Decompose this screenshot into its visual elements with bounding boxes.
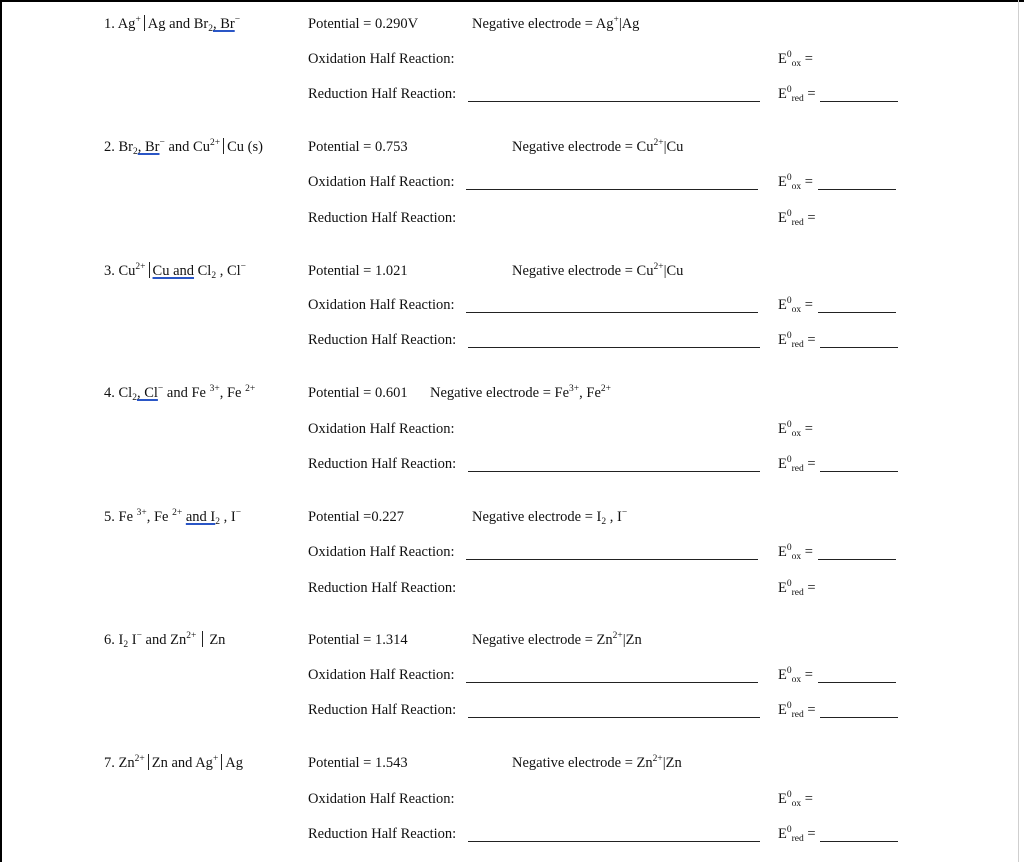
negative-electrode: Negative electrode = $Cu^{2+}|Cu$ — [512, 138, 684, 155]
e-red-label: $E^0_{red}$ = — [778, 825, 816, 844]
problem-number: 6. — [104, 632, 115, 648]
reduction-half-reaction-label: Reduction Half Reaction: — [308, 826, 457, 842]
problem-number: 5. — [104, 509, 115, 525]
e-red-answer-line[interactable] — [820, 471, 898, 472]
potential: Potential = 1.543 — [308, 755, 408, 771]
oxidation-answer-line[interactable] — [466, 559, 758, 560]
problem-number: 2. — [104, 139, 115, 155]
reduction-half-reaction-label: Reduction Half Reaction: — [308, 702, 457, 718]
oxidation-half-reaction-label: Oxidation Half Reaction: — [308, 791, 455, 807]
e-red-label: $E^0_{red}$ = — [778, 331, 816, 350]
e-red-label: $E^0_{red}$ = — [778, 579, 816, 598]
e-red-label: $E^0_{red}$ = — [778, 455, 816, 474]
problem-number: 3. — [104, 263, 115, 279]
negative-electrode: Negative electrode = $Zn^{2+}|Zn$ — [512, 754, 682, 771]
problem-cell: 3. $Cu^{2+}$ Cu and $Cl_2$ , Cl− — [104, 262, 247, 281]
problem-number: 4. — [104, 385, 115, 401]
problem-cell: 4. $Cl_2$, Cl− and Fe $^{3+}$, Fe $^{2+}$ — [104, 384, 256, 403]
reduction-half-reaction-label: Reduction Half Reaction: — [308, 580, 457, 596]
reduction-answer-line[interactable] — [468, 101, 760, 102]
e-red-label: $E^0_{red}$ = — [778, 85, 816, 104]
problem-cell: 5. Fe $^{3+}$, Fe $^{2+}$ and $I_2$ , I− — [104, 508, 242, 527]
page-border-left — [0, 0, 2, 862]
problem-cell: 1. Ag+ Ag and $Br_2$, Br− — [104, 15, 241, 34]
oxidation-half-reaction-label: Oxidation Half Reaction: — [308, 544, 455, 560]
oxidation-half-reaction-label: Oxidation Half Reaction: — [308, 297, 455, 313]
reduction-answer-line[interactable] — [468, 717, 760, 718]
oxidation-answer-line[interactable] — [466, 682, 758, 683]
reduction-answer-line[interactable] — [468, 347, 760, 348]
phase-boundary — [148, 754, 149, 770]
e-red-label: $E^0_{red}$ = — [778, 701, 816, 720]
negative-electrode: Negative electrode = $I_2$ , I− — [472, 508, 628, 527]
oxidation-answer-line[interactable] — [466, 312, 758, 313]
e-red-answer-line[interactable] — [820, 347, 898, 348]
potential: Potential = 0.601 — [308, 385, 408, 401]
reduction-half-reaction-label: Reduction Half Reaction: — [308, 332, 457, 348]
e-ox-label: $E^0_{ox}$ = — [778, 296, 813, 315]
e-red-answer-line[interactable] — [820, 101, 898, 102]
potential: Potential = 0.290V — [308, 16, 419, 32]
reduction-answer-line[interactable] — [468, 471, 760, 472]
problem-cell: 6. $I_2$ I− and $Zn^{2+}$ Zn — [104, 631, 226, 650]
e-ox-label: $E^0_{ox}$ = — [778, 50, 813, 69]
potential: Potential = 1.314 — [308, 632, 408, 648]
phase-boundary — [221, 754, 222, 770]
page-border-top — [0, 0, 1024, 2]
phase-boundary — [149, 262, 150, 278]
negative-electrode: Negative electrode = $Cu^{2+}|Cu$ — [512, 262, 684, 279]
potential: Potential = 0.753 — [308, 139, 408, 155]
oxidation-half-reaction-label: Oxidation Half Reaction: — [308, 51, 455, 67]
problem-number: 1. — [104, 16, 115, 32]
problem-cell: 2. $Br_2$, Br− and $Cu^{2+}$ Cu (s) — [104, 138, 263, 157]
e-red-answer-line[interactable] — [820, 717, 898, 718]
negative-electrode: Negative electrode = $Fe^{3+}$, $Fe^{2+}$ — [430, 384, 611, 401]
e-ox-label: $E^0_{ox}$ = — [778, 420, 813, 439]
oxidation-answer-line[interactable] — [466, 189, 758, 190]
phase-boundary — [144, 15, 145, 31]
reduction-half-reaction-label: Reduction Half Reaction: — [308, 210, 457, 226]
reduction-answer-line[interactable] — [468, 841, 760, 842]
problem-number: 7. — [104, 755, 115, 771]
e-ox-answer-line[interactable] — [818, 189, 896, 190]
oxidation-half-reaction-label: Oxidation Half Reaction: — [308, 667, 455, 683]
e-ox-answer-line[interactable] — [818, 559, 896, 560]
oxidation-half-reaction-label: Oxidation Half Reaction: — [308, 421, 455, 437]
reduction-half-reaction-label: Reduction Half Reaction: — [308, 86, 457, 102]
e-ox-answer-line[interactable] — [818, 682, 896, 683]
e-ox-label: $E^0_{ox}$ = — [778, 543, 813, 562]
e-ox-answer-line[interactable] — [818, 312, 896, 313]
problem-cell: 7. $Zn^{2+}$ Zn and Ag+ Ag — [104, 754, 244, 771]
negative-electrode: Negative electrode = $Zn^{2+}|Zn$ — [472, 631, 642, 648]
phase-boundary — [202, 631, 203, 647]
phase-boundary — [223, 138, 224, 154]
e-ox-label: $E^0_{ox}$ = — [778, 790, 813, 809]
page-border-right — [1018, 0, 1019, 862]
e-ox-label: $E^0_{ox}$ = — [778, 173, 813, 192]
reduction-half-reaction-label: Reduction Half Reaction: — [308, 456, 457, 472]
e-ox-label: $E^0_{ox}$ = — [778, 666, 813, 685]
e-red-answer-line[interactable] — [820, 841, 898, 842]
potential: Potential =0.227 — [308, 509, 404, 525]
oxidation-half-reaction-label: Oxidation Half Reaction: — [308, 174, 455, 190]
e-red-label: $E^0_{red}$ = — [778, 209, 816, 228]
potential: Potential = 1.021 — [308, 263, 408, 279]
negative-electrode: Negative electrode = Ag+|Ag — [472, 15, 640, 32]
